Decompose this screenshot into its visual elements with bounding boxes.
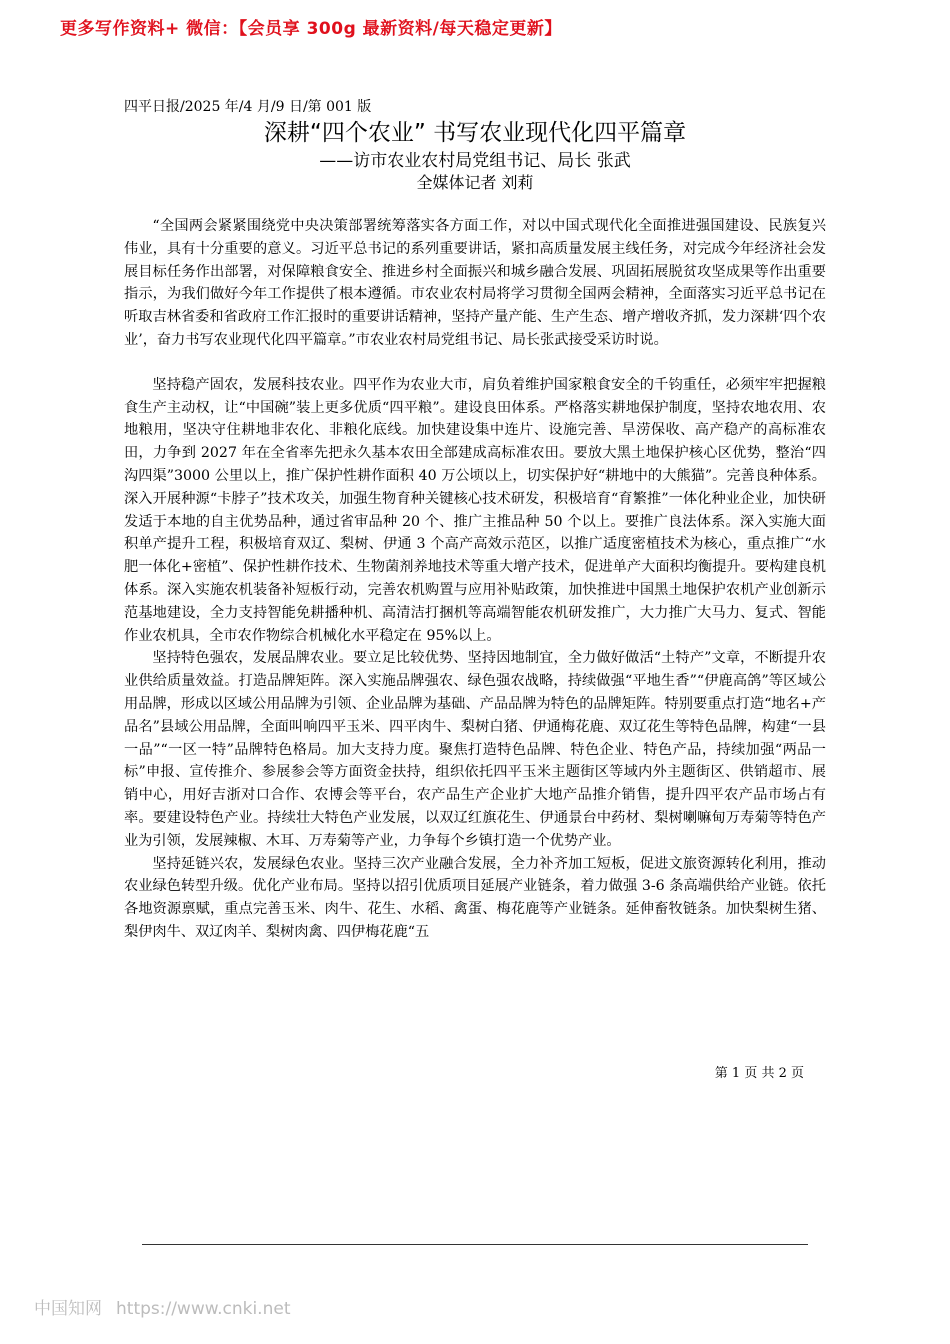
source-line: 四平日报/2025 年/4 月/9 日/第 001 版 [124, 99, 372, 115]
article-paragraph: 坚持特色强农，发展品牌农业。要立足比较优势、坚持因地制宜，全力做好做活“土特产”文章，不断提升农业供给质量效益。打造品牌矩阵。深入实施品牌强农、绿色强农战略，持续做强“平地生香”“伊鹿高鸽”等区域公用品牌，形成以区域公用品牌为引领、企业品牌为基础、产品品牌为特色的品牌矩阵。特别要重点打造“地名+产品名”县域公用品牌，全面叫响四平玉米、四平肉牛、梨树白猪、伊通梅花鹿、双辽花生等特色品牌，构建“一县一品”“一区一特”品牌特色格局。加大支持力度。聚焦打造特色品牌、特色企业、特色产品，持续加强“两品一标”申报、宣传推介、参展参会等方面资金扶持，组织依托四平玉米主题街区等域内外主题街区、供销超市、展销中心，用好吉浙对口合作、农博会等平台，农产品生产企业扩大地产品推介销售，提升四平农产品市场占有率。要建设特色产业。持续壮大特色产业发展，以双辽红旗花生、伊通景台中药材、梨树喇嘛甸万寿菊等特色产业为引领，发展辣椒、木耳、万寿菊等产业，力争每个乡镇打造一个优势产业。 [124, 650, 826, 849]
article-body [124, 215, 826, 944]
article-paragraph: 坚持延链兴农，发展绿色农业。坚持三次产业融合发展，全力补齐加工短板，促进文旅资源转化利用，推动农业绿色转型升级。优化产业布局。坚持以招引优质项目延展产业链条，着力做强 3-6 条高端供给产业链。依托各地资源禀赋，重点完善玉米、肉牛、花生、水稻、禽蛋、梅花鹿等产业链条。延伸畜牧链条。加快梨树生猪、梨伊肉牛、双辽肉羊、梨树肉禽、四伊梅花鹿“五 [124, 855, 826, 940]
article-title: 深耕“四个农业” 书写农业现代化四平篇章 [263, 120, 687, 146]
watermark-url: https://www.cnki.net [116, 1299, 291, 1319]
article-paragraph: “全国两会紧紧围绕党中央决策部署统筹落实各方面工作，对以中国式现代化全面推进强国建设、民族复兴伟业，具有十分重要的意义。习近平总书记的系列重要讲话，紧扣高质量发展主线任务，对完成今年经济社会发展目标任务作出部署，对保障粮食安全、推进乡村全面振兴和城乡融合发展、巩固拓展脱贫攻坚成果等作出重要指示，为我们做好今年工作提供了根本遵循。市农业农村局将学习贯彻全国两会精神，全面落实习近平总书记在听取吉林省委和省政府工作汇报时的重要讲话精神，坚持产量产能、生产生态、增产增收齐抓，发力深耕‘四个农业’，奋力书写农业现代化四平篇章。”市农业农村局党组书记、局长张武接受采访时说。 [124, 218, 826, 348]
page-number: 第 1 页 共 2 页 [714, 1066, 804, 1081]
watermark-site-name: 中国知网 [34, 1299, 102, 1319]
footer-divider [142, 1244, 808, 1245]
article-paragraph: 坚持稳产固农，发展科技农业。四平作为农业大市，肩负着维护国家粮食安全的千钧重任，必须牢牢把握粮食生产主动权，让“中国碗”装上更多优质“四平粮”。建设良田体系。严格落实耕地保护制度，坚持农地农用、农地粮用，坚决守住耕地非农化、非粮化底线。加快建设集中连片、设施完善、旱涝保收、高产稳产的高标准农田，力争到 2027 年在全省率先把永久基本农田全部建成高标准农田。要放大黑土地保护核心区优势，整治“四沟四渠”3000 公里以上，推广保护性耕作面积 40 万公顷以上，切实保护好“耕地中的大熊猫”。完善良种体系。深入开展种源“卡脖子”技术攻关，加强生物育种关键核心技术研发，积极培育“育繁推”一体化种业企业，加快研发适于本地的自主优势品种，通过省审品种 20 个、推广主推品种 50 个以上。要推广良法体系。深入实施大面积单产提升工程，积极培育双辽、梨树、伊通 3 个高产高效示范区，以推广适度密植技术为核心，重点推广“水肥一体化+密植”、保护性耕作技术、生物菌剂养地技术等重大增产技术，促进单产大面积均衡提升。要构建良机体系。深入实施农机装备补短板行动，完善农机购置与应用补贴政策，加快推进中国黑土地保护农机产业创新示范基地建设，全力支持智能免耕播种机、高清洁打捆机等高端智能农机研发推广，大力推广大马力、复式、智能作业农机具，全市农作物综合机械化水平稳定在 95%以上。 [124, 376, 826, 644]
promo-banner: 更多写作资料+ 微信：【会员享 300g 最新资料/每天稳定更新】 [60, 19, 562, 39]
watermark [34, 1294, 290, 1319]
reporter-byline: 全媒体记者 刘莉 [416, 173, 534, 192]
article-subtitle: ——访市农业农村局党组书记、局长 张武 [319, 151, 631, 171]
